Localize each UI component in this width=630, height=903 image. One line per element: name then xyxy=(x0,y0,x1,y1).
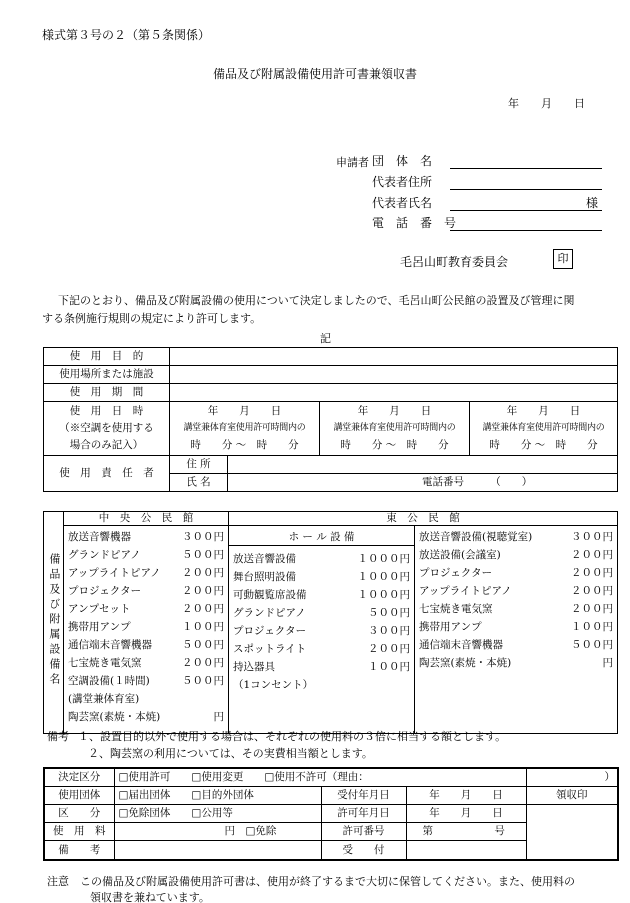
note-line-2: ２、陶芸窯の利用については、その実費相当額とします。 xyxy=(88,747,373,760)
hall-item-name: 可動観覧席設備 xyxy=(233,589,307,601)
uketsuke-label: 受 付 xyxy=(321,840,406,860)
hall-item xyxy=(233,676,410,694)
time-range-1: 時 分 ～ 時 分 xyxy=(190,439,299,451)
datetime-slot-3[interactable] xyxy=(470,402,618,456)
equipment-vertical-text: 備品及び附属設備名 xyxy=(47,553,61,689)
hall-item-name: 舞台照明設備 xyxy=(233,571,296,583)
ki-mark: 記 xyxy=(320,332,331,345)
received-date-label: 受付年月日 xyxy=(321,786,406,804)
body-text-line-1: 下記のとおり、備品及び附属設備の使用について決定しましたので、毛呂山町公民館の設置及び管理に関 xyxy=(58,294,575,307)
place-value[interactable] xyxy=(170,366,618,384)
east-header: 東 公 民 館 xyxy=(229,512,618,526)
east-item-name: 七宝焼き電気窯 xyxy=(419,603,493,615)
rep-name-line[interactable] xyxy=(450,210,602,211)
chuo-item-list xyxy=(68,528,224,726)
chuo-item-price: ５００円 xyxy=(182,675,224,687)
usage-table xyxy=(43,347,618,492)
east-item-price: ２００円 xyxy=(571,585,613,597)
group-name-line[interactable] xyxy=(450,168,602,169)
place-row xyxy=(44,366,618,384)
aircon-note-2: 講堂兼体育室使用許可時間内の xyxy=(333,423,456,433)
equipment-body-row xyxy=(44,526,618,734)
remarks-value[interactable] xyxy=(114,840,321,860)
responsible-label: 使 用 責 任 者 xyxy=(44,456,170,492)
hall-item xyxy=(233,604,410,622)
hall-item xyxy=(233,586,410,604)
permit-no-go: 号 xyxy=(494,824,505,837)
equipment-header-row xyxy=(44,512,618,526)
chuo-item-name: 通信端末音響機器 xyxy=(68,639,152,651)
purpose-value[interactable] xyxy=(170,348,618,366)
chuo-item-price: ２００円 xyxy=(182,603,224,615)
chuo-item xyxy=(68,546,224,564)
seal-box: 印 xyxy=(553,249,573,269)
hall-item-name: 放送音響設備 xyxy=(233,553,296,565)
applicant-label: 申請者 xyxy=(336,156,369,169)
name-label: 氏 名 xyxy=(170,474,228,492)
decision-label: 決定区分 xyxy=(44,768,114,786)
notes-label: 備考 xyxy=(47,730,69,743)
chuo-item-price: ２００円 xyxy=(182,585,224,597)
hall-item-name: グランドピアノ xyxy=(233,607,306,619)
datetime-label-line-2: （※空調を使用する xyxy=(59,422,154,434)
chuo-item-name: 空調設備(１時間) xyxy=(68,675,150,687)
east-item xyxy=(419,654,613,672)
receipt-seal-label: 領収印 xyxy=(526,786,618,804)
chuo-item xyxy=(68,600,224,618)
east-item-name: プロジェクター xyxy=(419,567,493,579)
hall-item-price: ５００円 xyxy=(368,607,410,619)
east-item-name: 通信端末音響機器 xyxy=(419,639,503,651)
group-row-1 xyxy=(44,786,618,804)
east-item-list xyxy=(419,528,613,672)
datetime-label-line-1: 使 用 日 時 xyxy=(69,405,144,417)
chuo-item-price: ５００円 xyxy=(182,549,224,561)
responsible-address-value[interactable] xyxy=(228,456,618,474)
fee-value[interactable]: 円 □免除 xyxy=(114,822,321,840)
chuo-item-name: プロジェクター xyxy=(68,585,142,597)
chuo-item-price: ３００円 xyxy=(182,531,224,543)
chuo-header: 中 央 公 民 館 xyxy=(64,512,229,526)
east-item-price: ２００円 xyxy=(571,549,613,561)
phone-line[interactable] xyxy=(450,230,602,231)
east-item-name: アップライトピアノ xyxy=(419,585,512,597)
hall-item-price: １０００円 xyxy=(357,589,410,601)
date-cell-2: 年 月 日 xyxy=(357,405,432,417)
chuo-item-price: ５００円 xyxy=(182,639,224,651)
east-item-name: 陶芸窯(素焼・本焼) xyxy=(419,657,512,669)
hall-item-price: １０００円 xyxy=(357,553,410,565)
body-text-line-2: する条例施行規則の規定により許可します。 xyxy=(42,312,262,325)
chuo-item xyxy=(68,618,224,636)
hall-item-name: 持込器具 xyxy=(233,661,275,673)
address-line[interactable] xyxy=(450,189,602,190)
sama-honorific: 様 xyxy=(586,196,599,210)
east-item-price: ３００円 xyxy=(571,531,613,543)
hall-items xyxy=(229,526,415,734)
responsible-row-1 xyxy=(44,456,618,474)
east-item-price: ２００円 xyxy=(571,567,613,579)
chuo-item xyxy=(68,636,224,654)
issue-date: 年 月 日 xyxy=(508,97,585,110)
east-item-price: ５００円 xyxy=(571,639,613,651)
permit-no-dai: 第 xyxy=(422,824,433,837)
east-item-price: ２００円 xyxy=(571,603,613,615)
address-label: 住 所 xyxy=(170,456,228,474)
equipment-table xyxy=(43,511,618,734)
hall-item-price: １００円 xyxy=(368,661,410,673)
decision-row xyxy=(44,768,618,786)
equipment-vertical-label xyxy=(44,512,64,734)
group-options-1[interactable]: □届出団体 □目的外団体 xyxy=(114,786,321,804)
note-line-1: １、設置目的以外で使用する場合は、それぞれの使用料の３倍に相当する額とします。 xyxy=(78,730,507,743)
chuo-item-name: アンプセット xyxy=(68,603,131,615)
date-cell-3: 年 月 日 xyxy=(506,405,581,417)
footer-note-2: 領収書を兼ねています。 xyxy=(90,891,210,903)
chuo-item-price: １００円 xyxy=(182,621,224,633)
issuer-name: 毛呂山町教育委員会 xyxy=(400,255,509,269)
hall-item-price: １０００円 xyxy=(357,571,410,583)
hall-item-list xyxy=(233,550,410,694)
permit-date-value[interactable]: 年 月 日 xyxy=(406,804,526,822)
chuo-item xyxy=(68,528,224,546)
hall-header: ホ ー ル 設 備 xyxy=(229,528,414,546)
datetime-label xyxy=(44,402,170,456)
remarks-label: 備 考 xyxy=(44,840,114,860)
fee-label: 使 用 料 xyxy=(44,822,114,840)
receipt-seal-area[interactable] xyxy=(526,804,618,860)
date-cell-1: 年 月 日 xyxy=(207,405,282,417)
east-item-name: 放送音響設備(視聴覚室) xyxy=(419,531,533,543)
document-title: 備品及び附属設備使用許可書兼領収書 xyxy=(212,67,417,81)
applicant-field-rep-name: 代表者氏名 xyxy=(372,196,433,210)
chuo-item-name: アップライトピアノ xyxy=(68,567,161,579)
chuo-item-name: (講堂兼体育室) xyxy=(68,693,140,705)
chuo-item-name: 携帯用アンプ xyxy=(68,621,131,633)
aircon-note-1: 講堂兼体育室使用許可時間内の xyxy=(183,423,306,433)
office-table xyxy=(43,767,619,861)
chuo-item xyxy=(68,564,224,582)
group-row-2 xyxy=(44,804,618,822)
datetime-slot-2[interactable] xyxy=(320,402,470,456)
east-item xyxy=(419,546,613,564)
permit-date-label: 許可年月日 xyxy=(321,804,406,822)
east-item xyxy=(419,618,613,636)
time-range-3: 時 分 ～ 時 分 xyxy=(489,439,598,451)
permit-no-label: 許可番号 xyxy=(321,822,406,840)
hall-item-name: （1コンセント） xyxy=(233,679,314,691)
decision-close: ） xyxy=(526,768,618,786)
applicant-field-phone: 電 話 番 号 xyxy=(372,216,457,230)
period-label: 使 用 期 間 xyxy=(44,384,170,402)
hall-item xyxy=(233,658,410,676)
chuo-item-name: 七宝焼き電気窯 xyxy=(68,657,142,669)
hall-item-price: ２００円 xyxy=(368,643,410,655)
hall-item xyxy=(233,568,410,586)
chuo-item-price: ２００円 xyxy=(182,567,224,579)
east-item xyxy=(419,564,613,582)
time-range-2: 時 分 ～ 時 分 xyxy=(340,439,449,451)
uketsuke-value[interactable] xyxy=(406,840,526,860)
chuo-item-name: グランドピアノ xyxy=(68,549,141,561)
datetime-slot-1[interactable] xyxy=(170,402,320,456)
footer-note-1: 注意 この備品及び附属設備使用許可書は、使用が終了するまで大切に保管してください。また、使用料の xyxy=(47,875,575,888)
chuo-item xyxy=(68,672,224,690)
hall-item-name: プロジェクター xyxy=(233,625,307,637)
east-items xyxy=(415,526,618,734)
chuo-item xyxy=(68,708,224,726)
purpose-row xyxy=(44,348,618,366)
east-item xyxy=(419,582,613,600)
applicant-field-address: 代表者住所 xyxy=(372,175,433,189)
group-label-2: 区 分 xyxy=(44,804,114,822)
chuo-item-price: 円 xyxy=(213,711,224,723)
aircon-note-3: 講堂兼体育室使用許可時間内の xyxy=(482,423,605,433)
chuo-item-name: 放送音響機器 xyxy=(68,531,131,543)
form-number: 様式第３号の２（第５条関係） xyxy=(42,28,211,42)
chuo-item xyxy=(68,582,224,600)
east-item-name: 放送設備(会議室) xyxy=(419,549,501,561)
hall-item xyxy=(233,550,410,568)
hall-item xyxy=(233,622,410,640)
hall-item xyxy=(233,640,410,658)
chuo-item xyxy=(68,654,224,672)
hall-item-price: ３００円 xyxy=(368,625,410,637)
east-item xyxy=(419,600,613,618)
chuo-item xyxy=(68,690,224,708)
decision-options[interactable]: □使用許可 □使用変更 □使用不許可（理由： xyxy=(114,768,526,786)
period-value[interactable] xyxy=(170,384,618,402)
east-item-price: 円 xyxy=(602,657,613,669)
chuo-items xyxy=(64,526,229,734)
datetime-row xyxy=(44,402,618,456)
purpose-label: 使 用 目 的 xyxy=(44,348,170,366)
group-label-1: 使用団体 xyxy=(44,786,114,804)
east-item xyxy=(419,636,613,654)
chuo-item-name: 陶芸窯(素焼・本焼) xyxy=(68,711,161,723)
place-label: 使用場所または施設 xyxy=(44,366,170,384)
datetime-label-line-3: 場合のみ記入） xyxy=(69,439,144,451)
east-item-name: 携帯用アンプ xyxy=(419,621,482,633)
chuo-item-price: ２００円 xyxy=(182,657,224,669)
group-options-2[interactable]: □免除団体 □公用等 xyxy=(114,804,321,822)
phone-cell[interactable]: 電話番号 （ ） xyxy=(228,474,618,492)
east-item-price: １００円 xyxy=(571,621,613,633)
period-row xyxy=(44,384,618,402)
hall-item-name: スポットライト xyxy=(233,643,307,655)
received-date-value[interactable]: 年 月 日 xyxy=(406,786,526,804)
permit-no-value[interactable] xyxy=(406,822,526,840)
applicant-field-group: 団 体 名 xyxy=(372,154,433,168)
east-item xyxy=(419,528,613,546)
